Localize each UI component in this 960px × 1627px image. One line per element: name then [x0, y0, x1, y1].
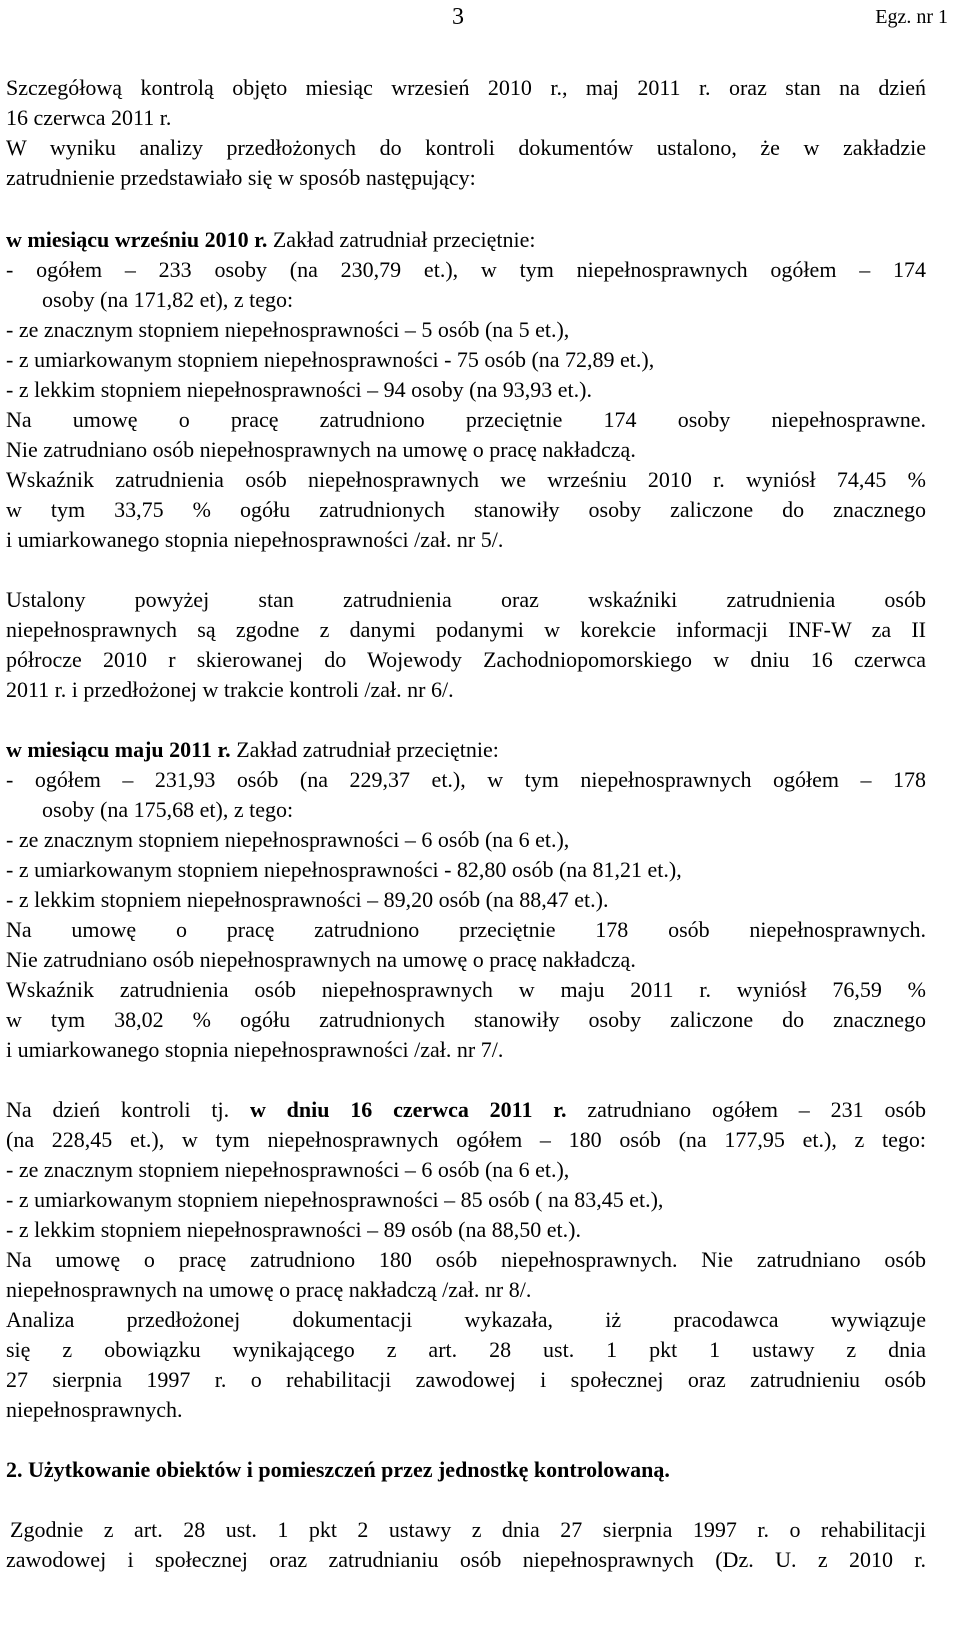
bullet-line: - ze znacznym stopniem niepełnosprawności – 6 osób (na 6 et.), [6, 827, 570, 852]
bullet-continuation: osoby (na 171,82 et), z tego: [42, 287, 294, 312]
paragraph-line: (na 228,45 et.), w tym niepełnosprawnych ogółem – 180 osób (na 177,95 et.), z tego: [6, 1127, 926, 1152]
paragraph-line: Wskaźnik zatrudnienia osób niepełnosprawnych we wrześniu 2010 r. wyniósł 74,45 % [6, 467, 926, 492]
heading-bold: w miesiącu maju 2011 r. [6, 737, 231, 762]
paragraph-line: Nie zatrudniano osób niepełnosprawnych na umowę o pracę nakładczą. [6, 947, 636, 972]
paragraph-line: w tym 38,02 % ogółu zatrudnionych stanowiły osoby zaliczone do znacznego [6, 1007, 926, 1032]
intro-line: Szczegółową kontrolą objęto miesiąc wrzesień 2010 r., maj 2011 r. oraz stan na dzień [6, 75, 926, 100]
paragraph-line: się z obowiązku wynikającego z art. 28 ust. 1 pkt 1 ustawy z dnia [6, 1337, 926, 1362]
intro-line: 16 czerwca 2011 r. [6, 105, 172, 130]
paragraph-line: Na umowę o pracę zatrudniono 180 osób niepełnosprawnych. Nie zatrudniano osób [6, 1247, 926, 1272]
bullet-line: - z umiarkowanym stopniem niepełnosprawności - 75 osób (na 72,89 et.), [6, 347, 655, 372]
bullet-line: - z umiarkowanym stopniem niepełnosprawności – 85 osób ( na 83,45 et.), [6, 1187, 664, 1212]
section-heading-may-2011 [6, 736, 926, 764]
bullet-continuation: osoby (na 175,68 et), z tego: [42, 797, 294, 822]
paragraph-line: 27 sierpnia 1997 r. o rehabilitacji zawodowej i społecznej oraz zatrudnieniu osób [6, 1367, 926, 1392]
paragraph-line: i umiarkowanego stopnia niepełnosprawności /zał. nr 5/. [6, 527, 504, 552]
paragraph-line: niepełnosprawnych są zgodne z danymi podanymi w korekcie informacji INF-W za II [6, 617, 926, 642]
paragraph-line: niepełnosprawnych na umowę o pracę nakładczą /zał. nr 8/. [6, 1277, 532, 1302]
bullet-line: - z lekkim stopniem niepełnosprawności – 94 osoby (na 93,93 et.). [6, 377, 592, 402]
paragraph-line: niepełnosprawnych. [6, 1397, 183, 1422]
paragraph-line: Zgodnie z art. 28 ust. 1 pkt 2 ustawy z dnia 27 sierpnia 1997 r. o rehabilitacji [10, 1517, 926, 1542]
heading-rest: Zakład zatrudniał przeciętnie: [230, 737, 499, 762]
paragraph-line: w tym 33,75 % ogółu zatrudnionych stanowiły osoby zaliczone do znacznego [6, 497, 926, 522]
paragraph-line: Ustalony powyżej stan zatrudnienia oraz wskaźniki zatrudnienia osób [6, 587, 926, 612]
bullet-line: - z lekkim stopniem niepełnosprawności – 89 osób (na 88,50 et.). [6, 1217, 581, 1242]
bullet-line: - z umiarkowanym stopniem niepełnosprawności - 82,80 osób (na 81,21 et.), [6, 857, 682, 882]
paragraph-line: Wskaźnik zatrudnienia osób niepełnosprawnych w maju 2011 r. wyniósł 76,59 % [6, 977, 926, 1002]
bullet-line: - ze znacznym stopniem niepełnosprawności – 5 osób (na 5 et.), [6, 317, 570, 342]
bullet-line: - ze znacznym stopniem niepełnosprawności – 6 osób (na 6 et.), [6, 1157, 570, 1182]
paragraph-line: półrocze 2010 r skierowanej do Wojewody Zachodniopomorskiego w dniu 16 czerwca [6, 647, 926, 672]
section-2-heading: 2. Użytkowanie obiektów i pomieszczeń przez jednostkę kontrolowaną. [6, 1457, 670, 1482]
date-bold: w dniu 16 czerwca 2011 r. [249, 1097, 567, 1122]
paragraph-line-june-2011 [6, 1096, 926, 1124]
bullet-line: - ogółem – 231,93 osób (na 229,37 et.), w tym niepełnosprawnych ogółem – 178 [6, 767, 926, 792]
paragraph-line: Na umowę o pracę zatrudniono przeciętnie 174 osoby niepełnosprawne. [6, 407, 926, 432]
paragraph-line: Na umowę o pracę zatrudniono przeciętnie 178 osób niepełnosprawnych. [6, 917, 926, 942]
bullet-line: - z lekkim stopniem niepełnosprawności – 89,20 osób (na 88,47 et.). [6, 887, 609, 912]
text: zatrudniano ogółem – 231 osób [566, 1097, 927, 1122]
copy-number: Egz. nr 1 [875, 6, 948, 28]
paragraph-line: zawodowej i społecznej oraz zatrudnianiu osób niepełnosprawnych (Dz. U. z 2010 r. [6, 1547, 926, 1572]
paragraph-line: 2011 r. i przedłożonej w trakcie kontroli /zał. nr 6/. [6, 677, 454, 702]
bullet-line: - ogółem – 233 osoby (na 230,79 et.), w tym niepełnosprawnych ogółem – 174 [6, 257, 926, 282]
paragraph-line: i umiarkowanego stopnia niepełnosprawności /zał. nr 7/. [6, 1037, 504, 1062]
text: Na dzień kontroli tj. [6, 1097, 250, 1122]
page-number: 3 [452, 4, 464, 30]
intro-line: zatrudnienie przedstawiało się w sposób następujący: [6, 165, 476, 190]
paragraph-line: Nie zatrudniano osób niepełnosprawnych na umowę o pracę nakładczą. [6, 437, 636, 462]
heading-rest: Zakład zatrudniał przeciętnie: [267, 227, 536, 252]
intro-line: W wyniku analizy przedłożonych do kontroli dokumentów ustalono, że w zakładzie [6, 135, 926, 160]
paragraph-line: Analiza przedłożonej dokumentacji wykazała, iż pracodawca wywiązuje [6, 1307, 926, 1332]
heading-bold: w miesiącu wrześniu 2010 r. [6, 227, 268, 252]
section-heading-sep-2010 [6, 226, 926, 254]
